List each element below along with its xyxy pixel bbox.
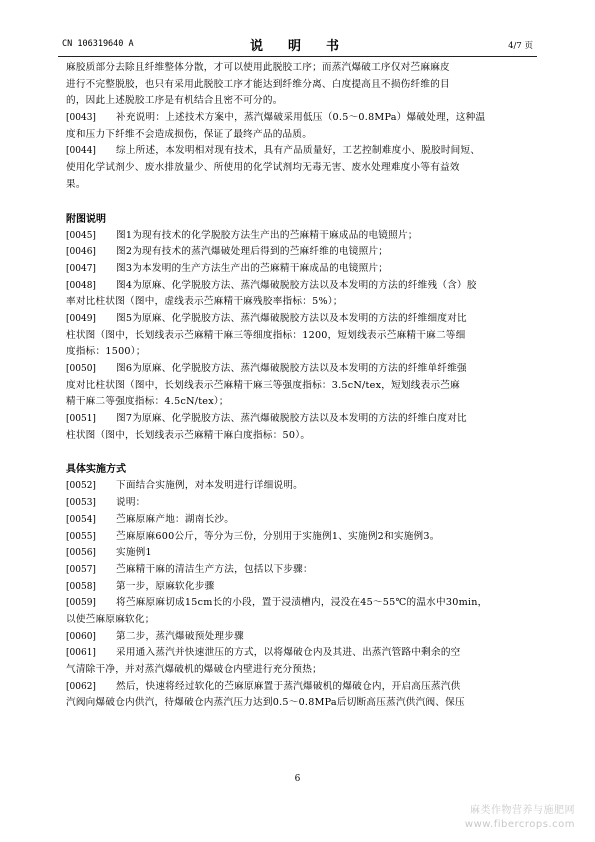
paragraph-text: 第一步，原麻软化步骤 xyxy=(116,580,215,592)
paragraph-text: 果。 xyxy=(66,178,86,190)
paragraph-number: [0057] xyxy=(66,564,96,575)
paragraph-text: 图7为原麻、化学脱胶方法、蒸汽爆破脱胶方法以及本发明的方法的纤维白度对比 xyxy=(116,413,467,425)
section-heading: 附图说明 xyxy=(66,213,106,225)
header-divider xyxy=(58,56,537,57)
paragraph-text: 下面结合实施例，对本发明进行详细说明。 xyxy=(116,480,304,492)
paragraph-first-line xyxy=(66,579,538,596)
paragraph-text: 柱状图（图中，长划线表示苎麻精干麻三等细度指标：1200，短划线表示苎麻精干麻二等细 xyxy=(66,329,466,341)
paragraph-continuation-line xyxy=(66,344,538,361)
paragraph-first-line xyxy=(66,261,538,278)
paragraph-text: 图2为现有技术的蒸汽爆破处理后得到的苎麻纤维的电镜照片； xyxy=(116,246,389,258)
paragraph-first-line xyxy=(66,411,538,428)
paragraph-continuation-line xyxy=(66,328,538,345)
paragraph-text: 的，因此上述脱胶工序是有机结合且密不可分的。 xyxy=(66,95,283,107)
paragraph-text: 苎麻精干麻的清洁生产方法，包括以下步骤： xyxy=(116,563,313,575)
paragraph-text: 然后，快速将经过软化的苎麻原麻置于蒸汽爆破机的爆破仓内，开启高压蒸汽供 xyxy=(116,680,461,692)
paragraph-first-line xyxy=(66,645,538,662)
paragraph-number: [0045] xyxy=(66,230,96,241)
paragraph-first-line xyxy=(66,228,538,245)
paragraph-text: 将苎麻原麻切成15cm长的小段，置于浸渍槽内，浸没在45～55℃的温水中30min， xyxy=(116,597,488,609)
paragraph-number: [0050] xyxy=(66,364,96,374)
paragraph-text: 苎麻原麻产地：湖南长沙。 xyxy=(116,513,235,525)
paragraph-number: [0053] xyxy=(66,498,96,509)
paragraph-text: 度和压力下纤维不会造成损伤，保证了最终产品的品质。 xyxy=(66,128,313,140)
paragraph-text: 柱状图（图中，长划线表示苎麻精干麻白度指标：50）。 xyxy=(66,429,311,441)
paragraph-number: [0048] xyxy=(66,280,96,291)
paragraph-number: [0049] xyxy=(66,313,96,324)
paragraph-number: [0043] xyxy=(66,113,96,124)
paragraph-text: 使用化学试剂少、废水排放量少、所使用的化学试剂均无毒无害、废水处理难度小等有益效 xyxy=(66,162,460,174)
paragraph-number: [0054] xyxy=(66,514,96,525)
section-spacer xyxy=(66,194,538,211)
paragraph-text: 率对比柱状图（图中，虚线表示苎麻精干麻残胶率指标：5%）； xyxy=(66,296,343,308)
paragraph-first-line xyxy=(66,679,538,696)
paragraph-continuation-line xyxy=(66,93,538,110)
paragraph-text: 补充说明：上述技术方案中，蒸汽爆破采用低压（0.5～0.8MPa）爆破处理，这种温 xyxy=(116,112,486,124)
paragraph-text: 度指标：1500）； xyxy=(66,346,146,358)
paragraph-continuation-line xyxy=(66,662,538,679)
paragraph-first-line xyxy=(66,562,538,579)
paragraph-continuation-line xyxy=(66,428,538,445)
page-header xyxy=(62,35,533,53)
paragraph-first-line xyxy=(66,495,538,512)
paragraph-number: [0046] xyxy=(66,247,96,258)
paragraph-text: 图5为原麻、化学脱胶方法、蒸汽爆破脱胶方法以及本发明的方法的纤维细度对比 xyxy=(116,312,467,324)
paragraph-number: [0061] xyxy=(66,648,96,659)
paragraph-text: 综上所述，本发明相对现有技术，具有产品质量好，工艺控制难度小、脱胶时间短、 xyxy=(116,145,481,157)
page-counter: 4/7 页 xyxy=(508,41,533,51)
paragraph-continuation-line xyxy=(66,394,538,411)
paragraph-text: 实施例1 xyxy=(116,547,152,559)
section-spacer xyxy=(66,444,538,461)
paragraph-number: [0055] xyxy=(66,531,96,542)
paragraph-first-line xyxy=(66,478,538,495)
paragraph-number: [0056] xyxy=(66,548,96,559)
paragraph-first-line xyxy=(66,244,538,261)
patent-number: CN 106319640 A xyxy=(62,39,134,49)
paragraph-number: [0052] xyxy=(66,481,96,492)
paragraph-text: 汽阀向爆破仓内供汽，待爆破仓内蒸汽压力达到0.5～0.8MPa后切断高压蒸汽供汽阀、保压 xyxy=(66,697,465,709)
paragraph-continuation-line xyxy=(66,294,538,311)
paragraph-text: 采用通入蒸汽并快速泄压的方式，以将爆破仓内及其进、出蒸汽管路中剩余的空 xyxy=(116,647,461,659)
paragraph-continuation-line xyxy=(66,177,538,194)
paragraph-text: 图3为本发明的生产方法生产出的苎麻精干麻成品的电镜照片； xyxy=(116,262,389,274)
paragraph-continuation-line xyxy=(66,612,538,629)
watermark-title: 麻类作物营养与施肥网 xyxy=(470,805,575,816)
paragraph-text: 进行不完整脱胶，也只有采用此脱胶工序才能达到纤维分离、白度提高且不损伤纤维的目 xyxy=(66,78,450,90)
paragraph-text: 以使苎麻原麻软化； xyxy=(66,613,155,625)
paragraph-first-line xyxy=(66,110,538,127)
document-body xyxy=(66,60,538,712)
paragraph-first-line xyxy=(66,278,538,295)
site-watermark xyxy=(465,804,575,832)
paragraph-continuation-line xyxy=(66,695,538,712)
paragraph-number: [0047] xyxy=(66,263,96,274)
paragraph-number: [0058] xyxy=(66,581,96,592)
paragraph-number: [0060] xyxy=(66,631,96,642)
page-number: 6 xyxy=(294,774,301,784)
paragraph-continuation-line xyxy=(66,160,538,177)
paragraph-first-line xyxy=(66,529,538,546)
paragraph-number: [0062] xyxy=(66,681,96,692)
document-title: 说 明 书 xyxy=(249,39,345,54)
watermark-url: www.fibercrops.com xyxy=(464,819,575,830)
paragraph-continuation-line xyxy=(66,127,538,144)
paragraph-text: 苎麻原麻600公斤，等分为三份，分别用于实施例1、实施例2和实施例3。 xyxy=(116,530,440,542)
paragraph-number: [0044] xyxy=(66,146,96,157)
paragraph-continuation-line xyxy=(66,60,538,77)
paragraph-text: 说明： xyxy=(116,497,146,509)
paragraph-text: 图6为原麻、化学脱胶方法、蒸汽爆破脱胶方法以及本发明的方法的纤维单纤维强 xyxy=(116,363,467,374)
paragraph-text: 麻胶质部分去除且纤维整体分散，才可以使用此脱胶工序；而蒸汽爆破工序仅对苎麻麻皮 xyxy=(66,62,450,73)
paragraph-text: 气清除干净，并对蒸汽爆破机的爆破仓内壁进行充分预热； xyxy=(66,664,322,675)
paragraph-text: 图1为现有技术的化学脱胶方法生产出的苎麻精干麻成品的电镜照片； xyxy=(116,229,418,241)
paragraph-continuation-line xyxy=(66,77,538,94)
paragraph-first-line xyxy=(66,361,538,378)
paragraph-text: 图4为原麻、化学脱胶方法、蒸汽爆破脱胶方法以及本发明的方法的纤维残（含）胶 xyxy=(116,279,477,291)
paragraph-number: [0059] xyxy=(66,598,96,609)
paragraph-first-line xyxy=(66,512,538,529)
section-heading: 具体实施方式 xyxy=(66,464,126,476)
paragraph-first-line xyxy=(66,595,538,612)
paragraph-text: 度对比柱状图（图中，长划线表示苎麻精干麻三等强度指标：3.5cN/tex，短划线表示苎麻 xyxy=(66,379,460,391)
paragraph-first-line xyxy=(66,311,538,328)
paragraph-number: [0051] xyxy=(66,414,96,425)
paragraph-text: 精干麻二等强度指标：4.5cN/tex）； xyxy=(66,396,229,408)
paragraph-first-line xyxy=(66,143,538,160)
paragraph-first-line xyxy=(66,629,538,646)
paragraph-first-line xyxy=(66,545,538,562)
paragraph-continuation-line xyxy=(66,378,538,395)
paragraph-text: 第二步，蒸汽爆破预处理步骤 xyxy=(116,630,244,642)
